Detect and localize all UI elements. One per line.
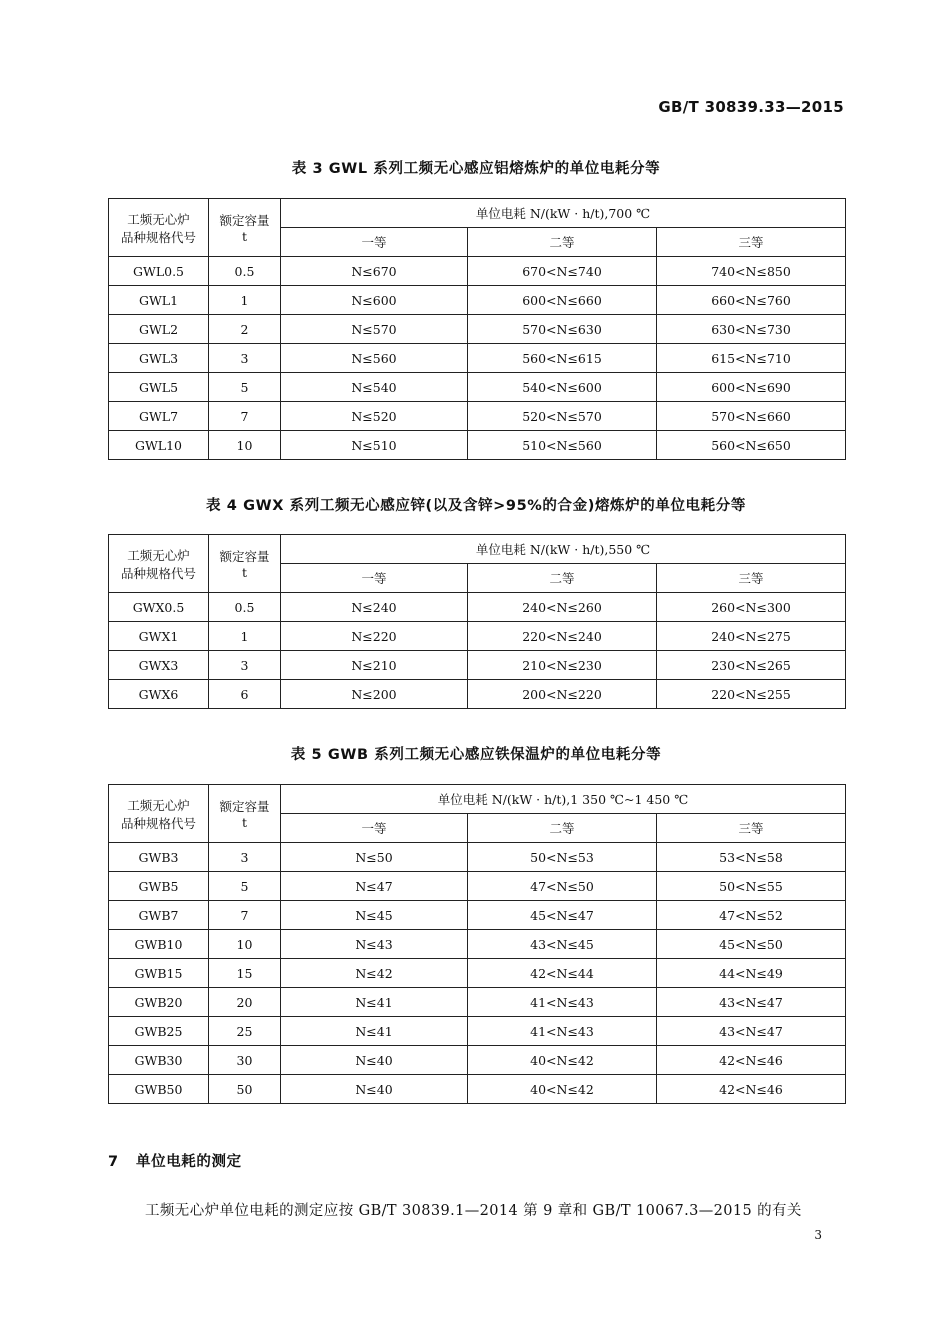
table-row — [109, 988, 846, 1017]
table-cell: 230<N≤265 — [657, 651, 846, 680]
table-cell: 1 — [209, 286, 281, 315]
table-cell: N≤43 — [281, 930, 468, 959]
table-cell: 740<N≤850 — [657, 257, 846, 286]
table-cell: GWB15 — [109, 959, 209, 988]
table-cell: 3 — [209, 344, 281, 373]
table-cell: GWL10 — [109, 431, 209, 460]
table-row — [109, 651, 846, 680]
standard-code: GB/T 30839.33—2015 — [658, 98, 844, 116]
table-row — [109, 1017, 846, 1046]
table-cell: N≤41 — [281, 1017, 468, 1046]
column-header-grade-1: 一等 — [281, 228, 468, 257]
column-header-grade-3: 三等 — [657, 564, 846, 593]
table-cell: 0.5 — [209, 257, 281, 286]
table-cell: 660<N≤760 — [657, 286, 846, 315]
table-cell: 30 — [209, 1046, 281, 1075]
table-row — [109, 901, 846, 930]
table-cell: GWX3 — [109, 651, 209, 680]
table-row — [109, 593, 846, 622]
table-cell: N≤45 — [281, 901, 468, 930]
table-cell: 45<N≤47 — [468, 901, 657, 930]
table-row — [109, 373, 846, 402]
table-cell: GWX1 — [109, 622, 209, 651]
column-header-code: 工频无心炉 品种规格代号 — [109, 535, 209, 593]
column-header-grade-2: 二等 — [468, 814, 657, 843]
table-row — [109, 344, 846, 373]
table-cell: N≤40 — [281, 1046, 468, 1075]
table-cell: 2 — [209, 315, 281, 344]
column-header-unit: 单位电耗 N/(kW · h/t),700 ℃ — [281, 199, 846, 228]
column-header-grade-2: 二等 — [468, 228, 657, 257]
table-cell: N≤670 — [281, 257, 468, 286]
table-cell: 220<N≤240 — [468, 622, 657, 651]
table-cell: 560<N≤650 — [657, 431, 846, 460]
table-5 — [108, 784, 846, 1104]
table-row — [109, 843, 846, 872]
table-3 — [108, 198, 846, 460]
table-cell: 615<N≤710 — [657, 344, 846, 373]
column-header-capacity: 额定容量 t — [209, 535, 281, 593]
table-cell: N≤510 — [281, 431, 468, 460]
section-title: 单位电耗的测定 — [136, 1154, 242, 1170]
table-cell: 0.5 — [209, 593, 281, 622]
table-cell: 510<N≤560 — [468, 431, 657, 460]
table-cell: 41<N≤43 — [468, 1017, 657, 1046]
table-cell: 41<N≤43 — [468, 988, 657, 1017]
table-cell: 3 — [209, 843, 281, 872]
table-cell: N≤42 — [281, 959, 468, 988]
table-cell: 3 — [209, 651, 281, 680]
table-cell: 260<N≤300 — [657, 593, 846, 622]
table-cell: GWB25 — [109, 1017, 209, 1046]
table-cell: GWB20 — [109, 988, 209, 1017]
column-header-grade-1: 一等 — [281, 814, 468, 843]
table-cell: 570<N≤630 — [468, 315, 657, 344]
column-header-capacity: 额定容量 t — [209, 785, 281, 843]
table-row — [109, 1046, 846, 1075]
table-row — [109, 930, 846, 959]
table-cell: 1 — [209, 622, 281, 651]
table-row — [109, 257, 846, 286]
table-cell: 7 — [209, 901, 281, 930]
table-cell: N≤210 — [281, 651, 468, 680]
table-4-caption: 表 4 GWX 系列工频无心感应锌(以及含锌>95%的合金)熔炼炉的单位电耗分等 — [206, 498, 746, 514]
table-cell: GWX6 — [109, 680, 209, 709]
table-cell: 200<N≤220 — [468, 680, 657, 709]
table-cell: 47<N≤52 — [657, 901, 846, 930]
table-cell: GWL2 — [109, 315, 209, 344]
table-cell: N≤220 — [281, 622, 468, 651]
table-cell: 520<N≤570 — [468, 402, 657, 431]
table-cell: 40<N≤42 — [468, 1046, 657, 1075]
table-cell: 670<N≤740 — [468, 257, 657, 286]
table-4 — [108, 534, 846, 709]
table-cell: 43<N≤45 — [468, 930, 657, 959]
table-cell: N≤560 — [281, 344, 468, 373]
table-cell: GWB50 — [109, 1075, 209, 1104]
column-header-unit: 单位电耗 N/(kW · h/t),550 ℃ — [281, 535, 846, 564]
table-cell: GWL3 — [109, 344, 209, 373]
table-cell: N≤240 — [281, 593, 468, 622]
table-row — [109, 872, 846, 901]
column-header-grade-2: 二等 — [468, 564, 657, 593]
table-cell: GWB10 — [109, 930, 209, 959]
column-header-grade-1: 一等 — [281, 564, 468, 593]
table-cell: 50<N≤53 — [468, 843, 657, 872]
table-row — [109, 1075, 846, 1104]
table-cell: 6 — [209, 680, 281, 709]
table-cell: 43<N≤47 — [657, 988, 846, 1017]
column-header-grade-3: 三等 — [657, 228, 846, 257]
table-cell: GWL1 — [109, 286, 209, 315]
table-row — [109, 286, 846, 315]
table-cell: 45<N≤50 — [657, 930, 846, 959]
table-cell: N≤200 — [281, 680, 468, 709]
table-cell: 540<N≤600 — [468, 373, 657, 402]
table-cell: GWL0.5 — [109, 257, 209, 286]
table-cell: GWB3 — [109, 843, 209, 872]
table-cell: 40<N≤42 — [468, 1075, 657, 1104]
table-cell: 42<N≤44 — [468, 959, 657, 988]
column-header-grade-3: 三等 — [657, 814, 846, 843]
table-row — [109, 622, 846, 651]
table-cell: 5 — [209, 872, 281, 901]
table-cell: 600<N≤690 — [657, 373, 846, 402]
table-cell: 43<N≤47 — [657, 1017, 846, 1046]
table-cell: N≤520 — [281, 402, 468, 431]
table-cell: 47<N≤50 — [468, 872, 657, 901]
table-cell: GWB7 — [109, 901, 209, 930]
body-paragraph: 工频无心炉单位电耗的测定应按 GB/T 30839.1—2014 第 9 章和 GB/T 10067.3—2015 的有关 — [145, 1203, 802, 1219]
table-cell: GWX0.5 — [109, 593, 209, 622]
column-header-unit: 单位电耗 N/(kW · h/t),1 350 ℃~1 450 ℃ — [281, 785, 846, 814]
table-row — [109, 431, 846, 460]
table-cell: 600<N≤660 — [468, 286, 657, 315]
section-number: 7 — [108, 1154, 119, 1170]
table-cell: 10 — [209, 431, 281, 460]
table-row — [109, 402, 846, 431]
table-cell: N≤47 — [281, 872, 468, 901]
table-cell: 53<N≤58 — [657, 843, 846, 872]
table-cell: 240<N≤275 — [657, 622, 846, 651]
table-cell: 15 — [209, 959, 281, 988]
table-5-caption: 表 5 GWB 系列工频无心感应铁保温炉的单位电耗分等 — [290, 747, 662, 763]
table-cell: 210<N≤230 — [468, 651, 657, 680]
column-header-code: 工频无心炉 品种规格代号 — [109, 199, 209, 257]
table-row — [109, 315, 846, 344]
table-cell: 10 — [209, 930, 281, 959]
table-cell: 20 — [209, 988, 281, 1017]
table-cell: N≤50 — [281, 843, 468, 872]
column-header-code: 工频无心炉 品种规格代号 — [109, 785, 209, 843]
table-cell: 570<N≤660 — [657, 402, 846, 431]
table-cell: 44<N≤49 — [657, 959, 846, 988]
table-cell: N≤600 — [281, 286, 468, 315]
table-cell: N≤570 — [281, 315, 468, 344]
table-cell: 630<N≤730 — [657, 315, 846, 344]
table-cell: 42<N≤46 — [657, 1075, 846, 1104]
table-cell: 240<N≤260 — [468, 593, 657, 622]
table-cell: 7 — [209, 402, 281, 431]
table-cell: 220<N≤255 — [657, 680, 846, 709]
table-cell: GWL5 — [109, 373, 209, 402]
table-cell: 560<N≤615 — [468, 344, 657, 373]
table-3-caption: 表 3 GWL 系列工频无心感应铝熔炼炉的单位电耗分等 — [291, 161, 661, 177]
column-header-capacity: 额定容量 t — [209, 199, 281, 257]
table-cell: N≤540 — [281, 373, 468, 402]
table-cell: GWL7 — [109, 402, 209, 431]
table-cell: N≤40 — [281, 1075, 468, 1104]
page-number: 3 — [814, 1228, 822, 1242]
table-cell: N≤41 — [281, 988, 468, 1017]
table-row — [109, 959, 846, 988]
table-cell: 42<N≤46 — [657, 1046, 846, 1075]
table-cell: GWB5 — [109, 872, 209, 901]
table-cell: 25 — [209, 1017, 281, 1046]
table-row — [109, 680, 846, 709]
section-heading — [108, 1150, 242, 1171]
table-cell: 50<N≤55 — [657, 872, 846, 901]
table-cell: 5 — [209, 373, 281, 402]
table-cell: 50 — [209, 1075, 281, 1104]
table-cell: GWB30 — [109, 1046, 209, 1075]
